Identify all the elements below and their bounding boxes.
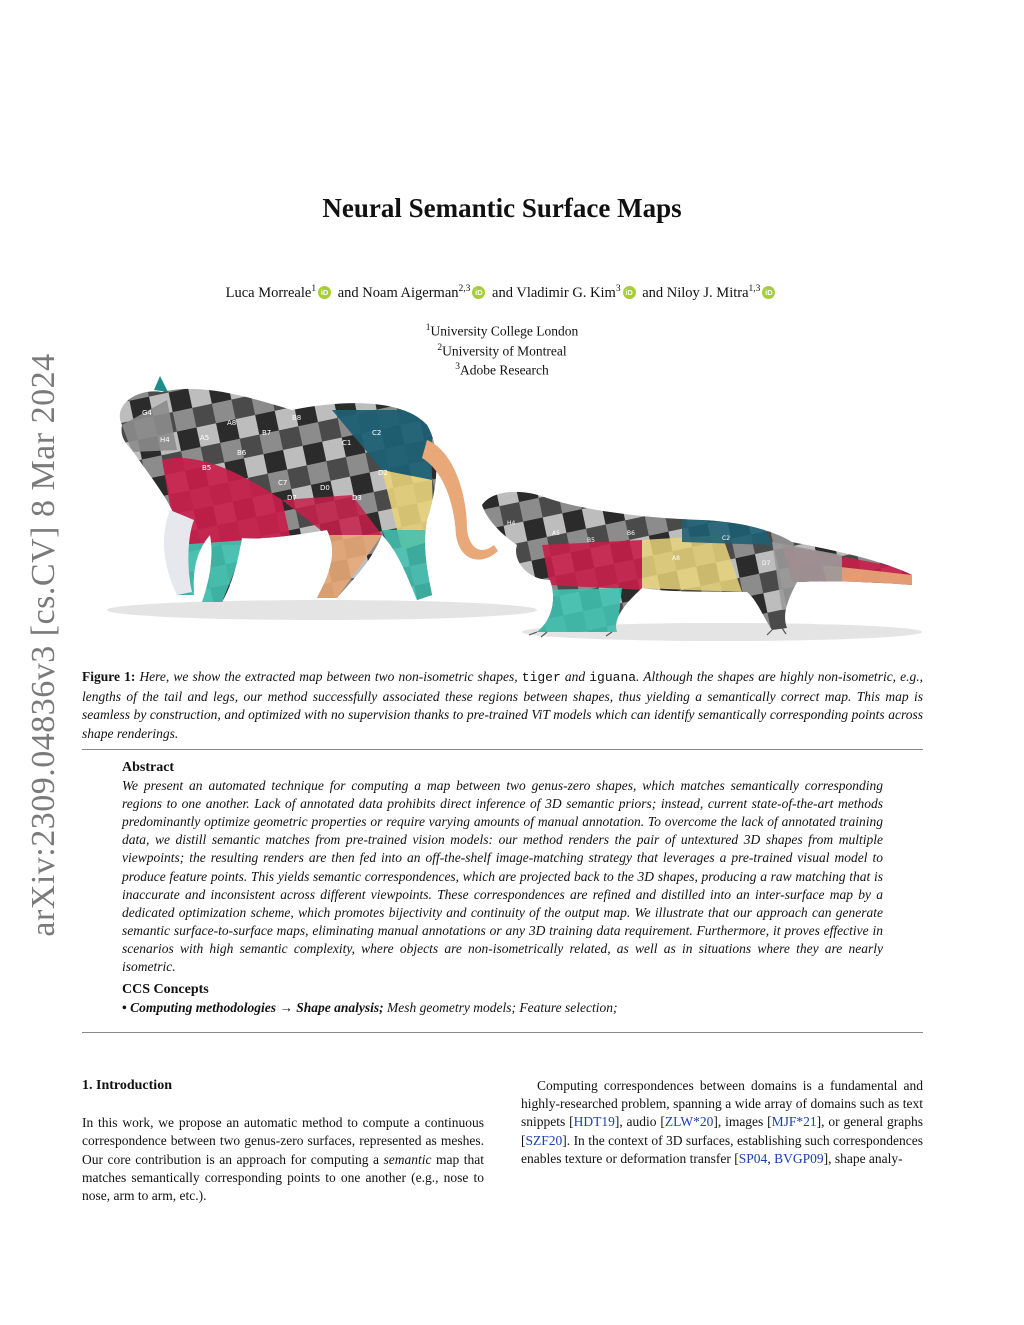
intro-text: ], shape analy- — [823, 1150, 903, 1166]
affiliation-name: Adobe Research — [459, 362, 549, 378]
affiliation-name: University of Montreal — [442, 343, 567, 358]
iguana-patch-label: A8 — [672, 555, 680, 562]
caption-shape-name: iguana — [589, 670, 637, 685]
author-affiliation: 3 — [615, 284, 621, 294]
abstract-section — [122, 759, 883, 1017]
tiger-shape — [112, 380, 442, 610]
ccs-subcategory: Shape analysis; — [296, 1000, 384, 1016]
teaser-figure — [82, 370, 927, 655]
tiger-patch-label: G4 — [142, 409, 152, 417]
author-separator: and — [492, 284, 513, 301]
caption-shape-name: tiger — [521, 670, 561, 685]
caption-text: and — [564, 669, 586, 684]
tiger-patch-label: D3 — [352, 494, 362, 502]
author-name: Niloy J. Mitra — [666, 284, 749, 301]
iguana-patch-label: B5 — [587, 537, 595, 544]
intro-text: ]. In the context of 3D surfaces, establishing such correspondences enables texture or deformation transfer [ — [521, 1132, 923, 1166]
ccs-heading: CCS Concepts — [122, 982, 209, 998]
intro-right-column — [521, 1077, 923, 1168]
affiliation — [0, 340, 1004, 360]
ccs-category: Computing methodologies — [130, 1000, 277, 1016]
tiger-patch-label: B8 — [292, 414, 302, 422]
affiliation-name: University College London — [430, 323, 579, 339]
affiliation-number: 2 — [437, 342, 443, 353]
tiger-patch-label: B6 — [237, 449, 247, 457]
tiger-patch-label: B5 — [202, 464, 212, 472]
citation-link[interactable]: HDT19 — [573, 1114, 615, 1130]
tiger-patch-label: A5 — [200, 434, 210, 442]
intro-text: Computing correspondences between domains is a fundamental and highly-researched problem, spanning a wide array of domains such as text snippets [ — [521, 1078, 923, 1130]
caption-text: Here, we show the extracted map between two non-isometric shapes, — [139, 669, 518, 684]
intro-text: ], audio [ — [614, 1114, 665, 1130]
figure-label: Figure 1: — [82, 669, 136, 684]
author-name: Luca Morreale — [225, 284, 312, 301]
paper-title: Neural Semantic Surface Maps — [322, 193, 682, 223]
tiger-patch-label: A8 — [227, 419, 237, 427]
intro-paragraph — [521, 1077, 923, 1168]
intro-text: , — [767, 1150, 775, 1166]
tiger-patch-label: D0 — [320, 484, 330, 492]
citation-link[interactable]: ZLW*20 — [664, 1114, 714, 1130]
author-separator: and — [337, 284, 359, 301]
abstract-heading: Abstract — [122, 760, 175, 775]
divider — [82, 749, 923, 750]
orcid-icon[interactable]: iD — [762, 286, 775, 299]
citation-link[interactable]: BVGP09 — [774, 1150, 824, 1166]
author-separator: and — [642, 284, 664, 301]
orcid-icon[interactable]: iD — [472, 286, 485, 299]
iguana-patch-label: A5 — [552, 530, 560, 537]
intro-text: map that matches semantically corresponding points to one another (e.g., nose to nose, arm to arm, etc.). — [82, 1151, 484, 1204]
author-list — [0, 284, 1004, 302]
tiger-patch-label: D2 — [378, 469, 388, 477]
affiliation — [0, 320, 1004, 340]
affiliation-number: 1 — [425, 323, 431, 333]
figure-caption — [82, 668, 923, 743]
iguana-patch-label: C2 — [722, 535, 731, 542]
section-heading: 1. Introduction — [82, 1078, 172, 1093]
abstract-text: We present an automated technique for computing a map between two genus-zero shapes, which matches semantically corresponding regions to one another. Lack of annotated data prohibits direct inference of 3D semantic priors; instead, current state-of-the-art methods predominantly optimize geometric properties or require varying amounts of manual annotation. To overcome the lack of annotated training data, we distill semantic matches from pre-trained vision models: our method renders the pair of untextured 3D shapes from multiple viewpoints; the resulting renders are then fed into an off-the-shelf image-matching strategy that leverages a pre-trained visual model to produce feature points. This yields semantic correspondences, which are projected back to the 3D shapes, producing a raw matching that is inaccurate and inconsistent across different viewpoints. These correspondences are refined and distilled into an inter-surface map by a dedicated optimization scheme, which promotes bijectivity and continuity of the output map. We illustrate that our approach can generate semantic surface-to-surface maps, eliminating manual annotations or any 3D training data requirement. Furthermore, it proves effective in scenarios with high semantic complexity, where objects are non-isometrically related, as well as in situations where they are nearly isometric. — [122, 778, 883, 975]
intro-paragraph — [82, 1114, 484, 1205]
citation-link[interactable]: SP04 — [738, 1150, 768, 1166]
affiliation-number: 3 — [455, 362, 460, 372]
intro-text: ], or general graphs [ — [521, 1114, 923, 1148]
tiger-patch-label: D7 — [287, 494, 297, 502]
ccs-terms: Mesh geometry models; Feature selection; — [387, 1000, 618, 1016]
divider — [82, 1032, 923, 1033]
citation-link[interactable]: SZF20 — [525, 1132, 563, 1148]
tiger-patch-label: C7 — [278, 479, 288, 487]
iguana-patch-label: H4 — [507, 520, 516, 527]
intro-left-column — [82, 1077, 484, 1205]
arxiv-stamp — [14, 353, 74, 937]
author-name: Noam Aigerman — [362, 284, 459, 301]
tiger-patch-label: H4 — [160, 436, 170, 444]
ccs-text — [122, 999, 883, 1017]
citation-link[interactable]: MJF*21 — [771, 1114, 817, 1130]
intro-emphasis: semantic — [383, 1151, 432, 1167]
author-affiliation: 1 — [311, 284, 317, 294]
intro-text: In this work, we propose an automatic method to compute a continuous correspondence between two genus-zero surfaces, represented as meshes. Our core contribution is an approach for computing a — [82, 1115, 484, 1167]
orcid-icon[interactable]: iD — [623, 286, 636, 299]
ccs-bullet: • — [122, 1000, 127, 1016]
author-affiliation: 2,3 — [458, 284, 471, 294]
ccs-concepts — [122, 981, 883, 1017]
iguana-shape — [477, 480, 917, 640]
ccs-arrow: → — [279, 1000, 293, 1016]
iguana-patch-label: D7 — [762, 560, 771, 567]
iguana-patch-label: B6 — [627, 530, 635, 537]
tiger-patch-label: C2 — [372, 429, 382, 437]
orcid-icon[interactable]: iD — [318, 286, 331, 299]
author-affiliation: 1,3 — [748, 284, 761, 294]
author-name: Vladimir G. Kim — [516, 284, 616, 301]
caption-text: . Although the shapes are highly non-isometric, e.g., lengths of the tail and legs, our method successfully associated these regions between shapes, thus yielding a semantically correct map. This map is seamless by construction, and optimized with no supervision thanks to pre-trained ViT models which can identify semantically corresponding points across shape renderings. — [82, 669, 924, 741]
intro-text: ], images [ — [713, 1114, 772, 1130]
tiger-patch-label: B7 — [262, 429, 272, 437]
tiger-patch-label: C1 — [342, 439, 352, 447]
arxiv-stamp-text: arXiv:2309.04836v3 [cs.CV] 8 Mar 2024 — [25, 353, 62, 937]
